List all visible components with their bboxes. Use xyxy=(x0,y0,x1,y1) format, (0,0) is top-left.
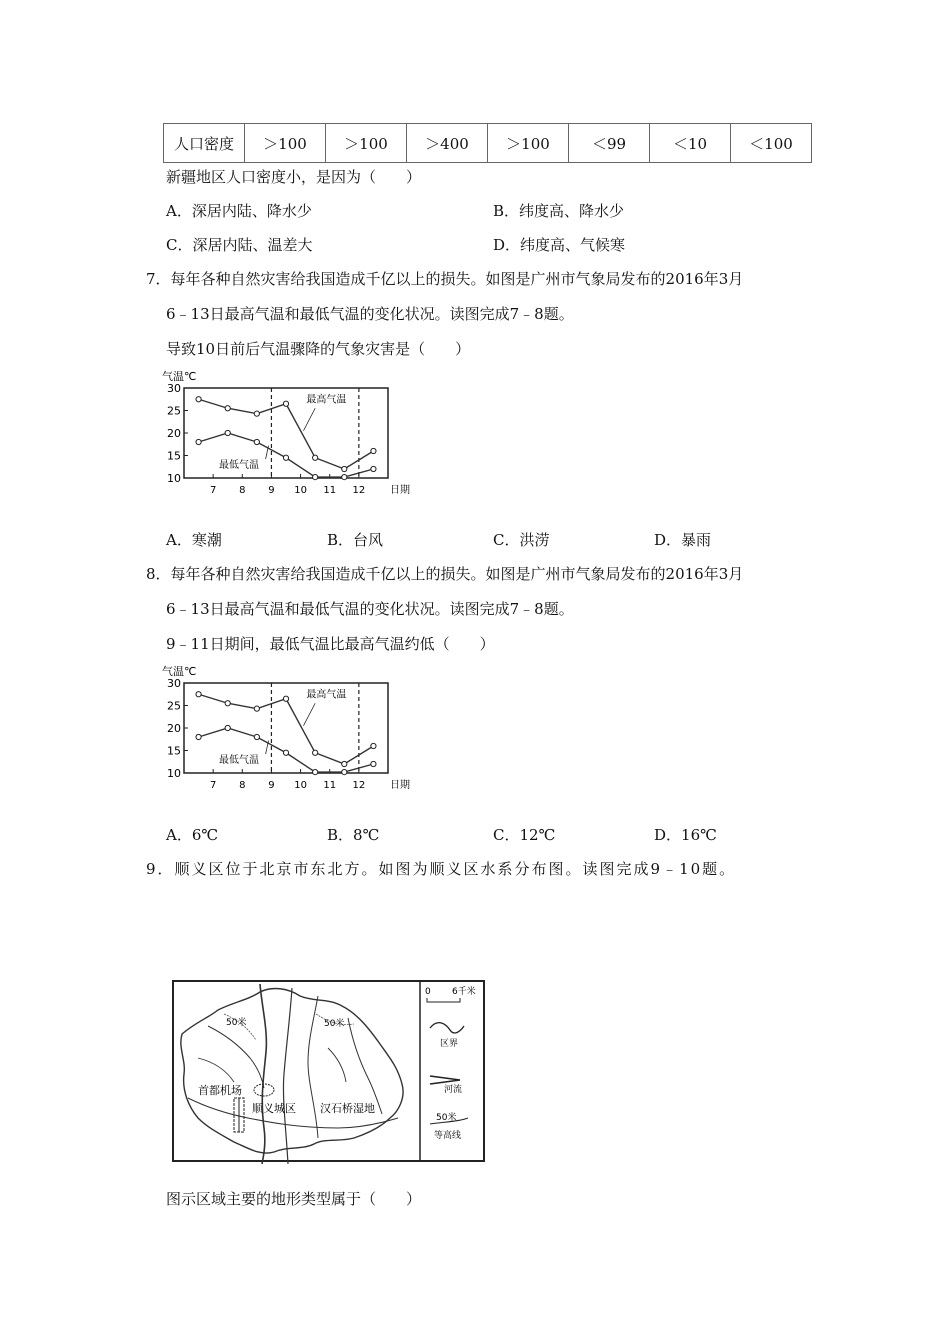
contour-label: 50米 xyxy=(226,1018,247,1028)
table-cell: ＞100 xyxy=(326,124,407,163)
x-tick-label: 7 xyxy=(209,780,217,791)
question-intro: 8．每年各种自然灾害给我国造成千亿以上的损失。如图是广州市气象局发布的2016年3月 xyxy=(146,565,744,583)
answer-option[interactable]: A．6℃ xyxy=(166,826,219,844)
y-tick-label: 10 xyxy=(167,767,181,780)
data-point xyxy=(283,750,288,755)
data-point xyxy=(225,701,230,706)
series-label-max: 最高气温 xyxy=(306,689,347,701)
x-tick-label: 12 xyxy=(352,485,366,496)
scale-distance: 6千米 xyxy=(452,987,476,997)
data-point xyxy=(283,401,288,406)
place-label-wetland: 汉石桥湿地 xyxy=(320,1102,375,1115)
data-point xyxy=(371,761,376,766)
data-point xyxy=(283,696,288,701)
table-cell: ＜99 xyxy=(569,124,650,163)
data-point xyxy=(225,406,230,411)
place-label-city: 顺义城区 xyxy=(252,1102,296,1115)
data-point xyxy=(196,692,201,697)
data-point xyxy=(196,397,201,402)
answer-option[interactable]: D．16℃ xyxy=(654,826,717,844)
answer-option[interactable]: D．暴雨 xyxy=(654,531,712,549)
y-tick-label: 25 xyxy=(167,699,181,713)
data-point xyxy=(254,411,259,416)
question-intro: 6﹣13日最高气温和最低气温的变化状况。读图完成7﹣8题。 xyxy=(166,600,574,618)
place-label-airport: 首都机场 xyxy=(198,1084,242,1097)
data-point xyxy=(225,725,230,730)
table-cell: ＞100 xyxy=(245,124,326,163)
question-stem: 图示区域主要的地形类型属于（ ） xyxy=(166,1190,422,1208)
data-point xyxy=(313,770,318,775)
temperature-chart xyxy=(160,366,410,502)
data-point xyxy=(196,734,201,739)
table-cell: ＜10 xyxy=(650,124,731,163)
x-axis-label: 日期 xyxy=(390,485,410,496)
data-point xyxy=(371,743,376,748)
legend-contour-label: 等高线 xyxy=(434,1131,462,1141)
data-point xyxy=(371,448,376,453)
table-cell: ＞400 xyxy=(407,124,488,163)
x-tick-label: 10 xyxy=(294,780,307,791)
answer-option[interactable]: B．纬度高、降水少 xyxy=(493,202,625,220)
x-axis-label: 日期 xyxy=(390,780,410,791)
series-label-max: 最高气温 xyxy=(306,394,347,406)
population-density-table xyxy=(163,123,812,163)
question-stem: 新疆地区人口密度小，是因为（ ） xyxy=(166,168,422,186)
data-point xyxy=(254,734,259,739)
data-point xyxy=(313,455,318,460)
question-intro: 9．顺义区位于北京市东北方。如图为顺义区水系分布图。读图完成9﹣10题。 xyxy=(146,860,737,878)
x-tick-label: 8 xyxy=(239,485,246,496)
question-intro: 7．每年各种自然灾害给我国造成千亿以上的损失。如图是广州市气象局发布的2016年3月 xyxy=(146,270,744,288)
data-point xyxy=(342,475,347,480)
x-tick-label: 10 xyxy=(294,485,307,496)
data-point xyxy=(196,439,201,444)
answer-option[interactable]: A．深居内陆、降水少 xyxy=(166,202,312,220)
table-cell: ＜100 xyxy=(731,124,812,163)
series-label-min: 最低气温 xyxy=(218,755,259,767)
data-point xyxy=(342,761,347,766)
data-point xyxy=(254,439,259,444)
data-point xyxy=(342,466,347,471)
table-row-label: 人口密度 xyxy=(164,124,245,163)
x-tick-label: 7 xyxy=(209,485,217,496)
answer-option[interactable]: B．台风 xyxy=(327,531,384,549)
x-tick-label: 12 xyxy=(352,780,366,791)
data-point xyxy=(283,455,288,460)
x-tick-label: 8 xyxy=(239,780,246,791)
answer-option[interactable]: A．寒潮 xyxy=(166,531,222,549)
y-tick-label: 20 xyxy=(167,722,181,735)
question-stem: 导致10日前后气温骤降的气象灾害是（ ） xyxy=(166,340,471,358)
table-cell: ＞100 xyxy=(488,124,569,163)
water-system-map xyxy=(168,978,490,1166)
x-tick-label: 11 xyxy=(323,485,337,496)
y-tick-label: 30 xyxy=(167,382,181,395)
answer-option[interactable]: C．深居内陆、温差大 xyxy=(166,236,313,254)
y-tick-label: 10 xyxy=(167,472,181,485)
data-point xyxy=(371,466,376,471)
x-tick-label: 9 xyxy=(268,485,275,496)
question-intro: 6﹣13日最高气温和最低气温的变化状况。读图完成7﹣8题。 xyxy=(166,305,574,323)
answer-option[interactable]: B．8℃ xyxy=(327,826,380,844)
answer-option[interactable]: C．12℃ xyxy=(493,826,556,844)
scale-zero: 0 xyxy=(425,987,431,997)
data-point xyxy=(254,706,259,711)
y-tick-label: 25 xyxy=(167,404,181,418)
question-stem: 9﹣11日期间，最低气温比最高气温约低（ ） xyxy=(166,635,495,653)
answer-option[interactable]: D．纬度高、气候寒 xyxy=(493,236,626,254)
series-label-min: 最低气温 xyxy=(218,460,259,472)
y-axis-label: 气温℃ xyxy=(162,370,197,383)
data-point xyxy=(313,475,318,480)
data-point xyxy=(225,430,230,435)
y-tick-label: 15 xyxy=(167,744,181,758)
legend-river-label: 河流 xyxy=(444,1085,463,1095)
label-leader xyxy=(303,703,315,726)
answer-option[interactable]: C．洪涝 xyxy=(493,531,550,549)
x-tick-label: 11 xyxy=(323,780,337,791)
x-tick-label: 9 xyxy=(268,780,275,791)
legend-boundary-label: 区界 xyxy=(440,1039,459,1049)
y-tick-label: 30 xyxy=(167,677,181,690)
table-row xyxy=(164,124,812,163)
y-tick-label: 15 xyxy=(167,449,181,463)
y-axis-label: 气温℃ xyxy=(162,665,197,678)
data-point xyxy=(342,770,347,775)
legend-contour-value: 50米 xyxy=(436,1113,457,1123)
contour-label: 50米 xyxy=(324,1019,345,1029)
label-leader xyxy=(303,408,315,431)
data-point xyxy=(313,750,318,755)
y-tick-label: 20 xyxy=(167,427,181,440)
temperature-chart xyxy=(160,661,410,797)
